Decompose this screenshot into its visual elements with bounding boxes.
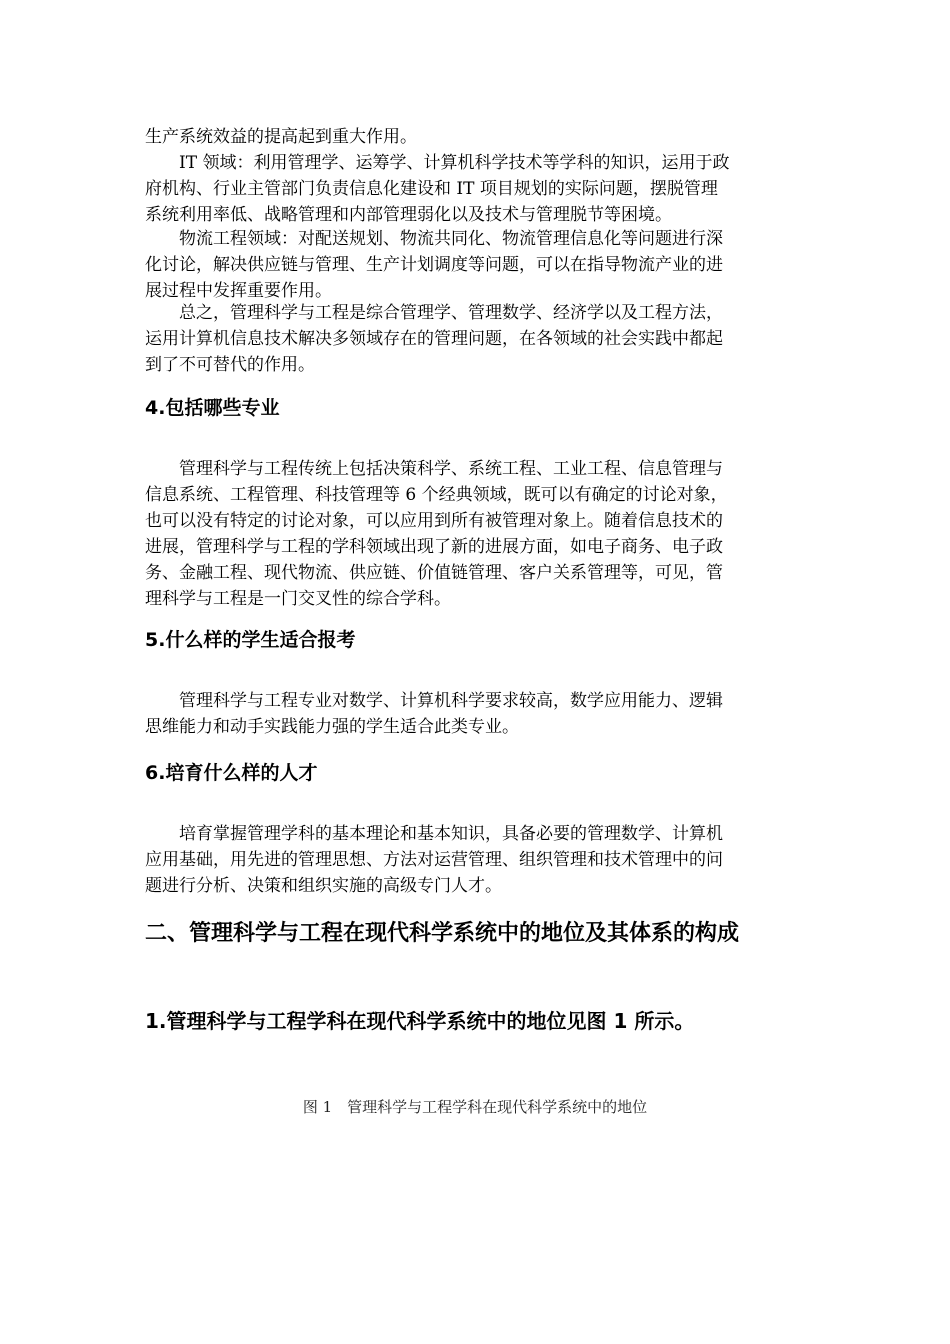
- text-line: 思维能力和动手实践能力强的学生适合此类专业。: [145, 717, 519, 737]
- paragraph-logistics-field: [145, 226, 807, 304]
- text-line: 信息系统、工程管理、科技管理等 6 个经典领域，既可以有确定的讨论对象，: [145, 485, 728, 505]
- text-line: 总之，管理科学与工程是综合管理学、管理数学、经济学以及工程方法，: [145, 303, 723, 323]
- text-line: 运用计算机信息技术解决多领域存在的管理问题，在各领域的社会实践中都起: [145, 329, 723, 349]
- text-line: 化讨论，解决供应链与管理、生产计划调度等问题，可以在指导物流产业的进: [145, 255, 723, 275]
- figure-caption: 图 1 管理科学与工程学科在现代科学系统中的地位: [302, 1098, 648, 1116]
- sub-heading: 1.管理科学与工程学科在现代科学系统中的地位见图 1 所示。: [145, 1009, 695, 1033]
- text-line: 务、金融工程、现代物流、供应链、价值链管理、客户关系管理等，可见，管: [145, 563, 723, 583]
- paragraph-intro: [145, 124, 807, 150]
- section-heading-students: 5.什么样的学生适合报考: [145, 629, 356, 651]
- text-line: 生产系统效益的提高起到重大作用。: [145, 127, 417, 147]
- text-line: 物流工程领域：对配送规划、物流共同化、物流管理信息化等问题进行深: [145, 229, 723, 249]
- paragraph-students: [145, 688, 807, 740]
- section-heading-talent: 6.培育什么样的人才: [145, 762, 318, 784]
- text-line: 也可以没有特定的讨论对象，可以应用到所有被管理对象上。随着信息技术的: [145, 511, 723, 531]
- paragraph-majors: [145, 456, 807, 612]
- text-line: 应用基础，用先进的管理思想、方法对运营管理、组织管理和技术管理中的问: [145, 850, 723, 870]
- text-line: 展过程中发挥重要作用。: [145, 281, 332, 301]
- text-line: 题进行分析、决策和组织实施的高级专门人才。: [145, 876, 502, 896]
- chapter-heading: 二、管理科学与工程在现代科学系统中的地位及其体系的构成: [145, 921, 740, 946]
- section-heading-majors: 4.包括哪些专业: [145, 397, 280, 419]
- paragraph-talent: [145, 821, 807, 899]
- text-line: 管理科学与工程传统上包括决策科学、系统工程、工业工程、信息管理与: [145, 459, 723, 479]
- paragraph-summary: [145, 300, 807, 378]
- text-line: 管理科学与工程专业对数学、计算机科学要求较高，数学应用能力、逻辑: [145, 691, 723, 711]
- text-line: 到了不可替代的作用。: [145, 355, 315, 375]
- text-line: 系统利用率低、战略管理和内部管理弱化以及技术与管理脱节等困境。: [145, 205, 672, 225]
- text-line: 理科学与工程是一门交叉性的综合学科。: [145, 589, 451, 609]
- text-line: 府机构、行业主管部门负责信息化建设和 IT 项目规划的实际问题，摆脱管理: [145, 179, 718, 199]
- text-line: 培育掌握管理学科的基本理论和基本知识，具备必要的管理数学、计算机: [145, 824, 723, 844]
- text-line: IT 领域：利用管理学、运筹学、计算机科学技术等学科的知识，运用于政: [145, 153, 730, 173]
- paragraph-it-field: [145, 150, 807, 228]
- text-line: 进展，管理科学与工程的学科领域出现了新的进展方面，如电子商务、电子政: [145, 537, 723, 557]
